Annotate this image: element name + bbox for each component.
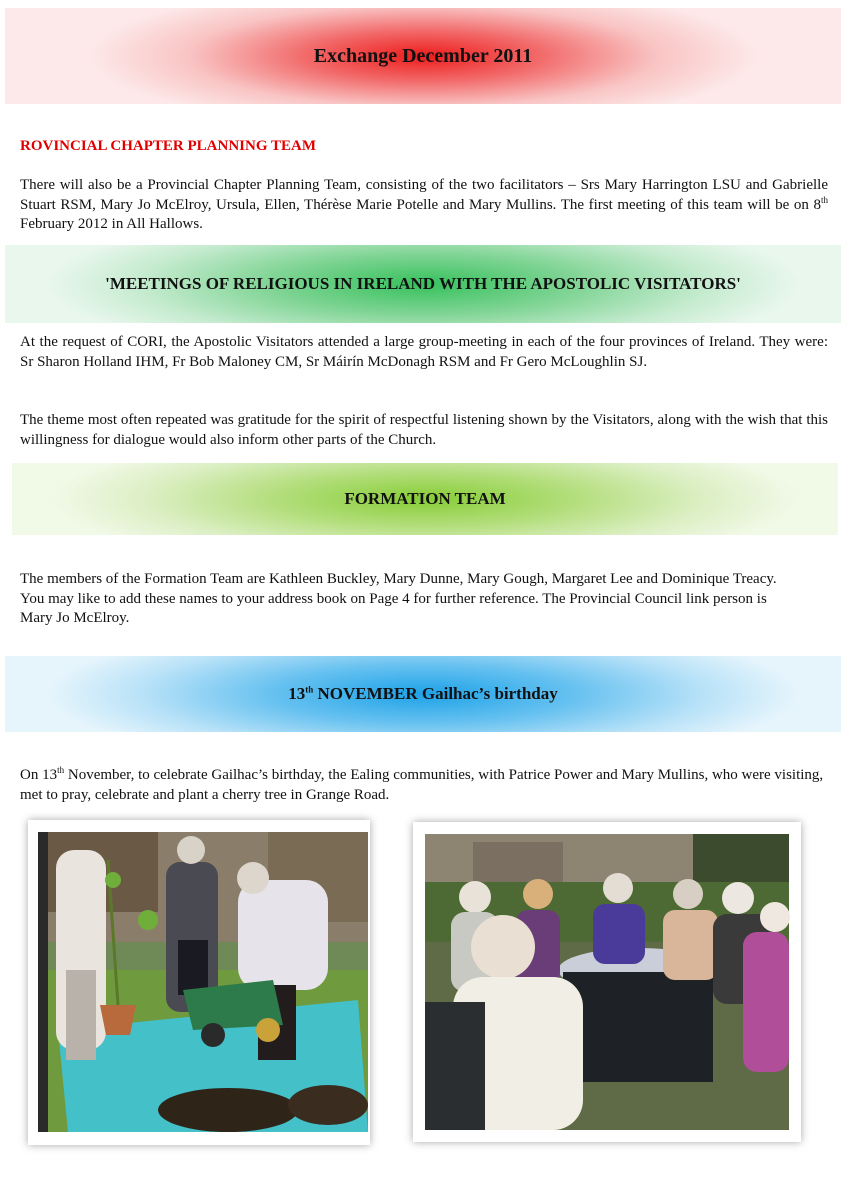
birthday-title-suffix: th [305,684,314,695]
formation-paragraph: The members of the Formation Team are Kathleen Buckley, Mary Dunne, Mary Gough, Margaret Lee and Dominique Treacy. You may like to add these names to your address book on Page 4 for further reference. The Provincial Council link person is Mary Jo McElroy. [20,571,777,626]
formation-banner [12,463,838,535]
group-gathering-illustration [413,822,801,1142]
birthday-title-number: 13 [288,684,306,703]
chapter-team-text: There will also be a Provincial Chapter Planning Team, consisting of the two facilitators – Srs Mary Harrington LSU and Gabrielle Stuart RSM, Mary Jo McElroy, Ursula, Ellen, Thérèse Marie Potelle and Mary Mullins. The first meeting of this team will be on 8 [20,177,828,213]
visitators-paragraph-2: The theme most often repeated was gratitude for the spirit of respectful listening shown by the Visitators, along with the wish that this willingness for dialogue would also inform other parts of the Church. [20,412,828,448]
birthday-title [288,684,558,704]
header-banner [5,8,841,104]
birthday-text: November, to celebrate Gailhac’s birthday, the Ealing communities, with Patrice Power and Mary Mullins, who were visiting, met to pray, celebrate and plant a cherry tree in Grange Road. [20,767,824,803]
birthday-title-text: NOVEMBER Gailhac’s birthday [313,684,558,703]
birthday-paragraph [20,766,830,805]
visitators-banner [5,245,841,323]
birthday-text-start: On 13 [20,767,58,783]
formation-title: FORMATION TEAM [344,489,506,508]
page-title: Exchange December 2011 [313,44,533,67]
visitators-title: 'MEETINGS OF RELIGIOUS IN IRELAND WITH THE APOSTOLIC VISITATORS' [105,274,741,293]
group-gathering-photo [413,822,801,1142]
chapter-team-paragraph [20,176,828,235]
chapter-team-heading: ROVINCIAL CHAPTER PLANNING TEAM [20,138,317,154]
chapter-team-date-suffix: th [820,194,828,205]
visitators-paragraph-1: At the request of CORI, the Apostolic Visitators attended a large group-meeting in each of the four provinces of Ireland. They were: Sr Sharon Holland IHM, Fr Bob Maloney CM, Sr Máirín McDonagh RSM and Fr Gero McLoughlin SJ. [20,334,828,370]
birthday-banner [5,656,841,732]
birthday-text-suffix: th [57,765,65,775]
chapter-team-text-end: February 2012 in All Hallows. [20,216,203,232]
tree-planting-photo [28,820,370,1145]
tree-planting-illustration [28,820,370,1145]
